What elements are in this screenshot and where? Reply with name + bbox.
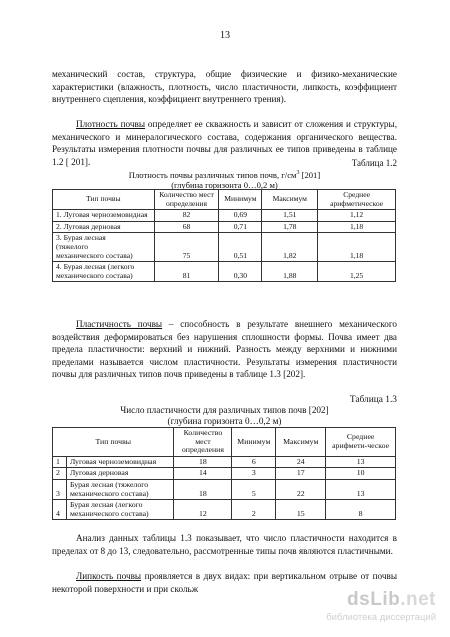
table-row [53,456,396,468]
header-min: Минимум [219,190,262,210]
cell-count: 81 [154,262,219,282]
paragraph-density-text: определяет ее скважность и зависит от сложения и структуры, механического и минералогического состава, содержания органического вещества. Результаты измерения плотности почвы для различных ее типов приведены в таблице 1.2 [ 201]. [52,119,397,167]
paragraph-analysis: Анализ данных таблицы 1.3 показывает, что число пластичности находится в пределах от 8 до 13, следовательно, рассмотренные типы почв являются пластичными. [52,533,397,556]
header-soil-type: Тип почвы [53,190,155,210]
table-row [53,500,396,520]
header-max: Максимум [276,428,326,457]
table-header-row [53,190,396,210]
table-1-2-caption [52,168,397,191]
table-row [53,262,396,282]
cell-min: 0,69 [219,210,262,222]
cell-soil-type: 2. Луговая дерновая [53,221,155,233]
caption-reference: [201] [299,169,321,180]
cell-count: 12 [174,500,232,520]
table-1-3-label: Таблица 1.3 [349,395,397,405]
watermark-subtitle: библиотека диссертаций [326,612,436,623]
table-row [53,468,396,480]
table-1-2-label: Таблица 1.2 [351,158,397,168]
cell-count: 14 [174,468,232,480]
cell-min: 0,51 [219,233,262,262]
cell-mean: 10 [326,468,396,480]
term-plasticity: Пластичность почвы [76,319,163,329]
cell-count: 18 [174,479,232,499]
table-header-row [53,428,396,457]
cell-soil-type: 3. Бурая лесная (тяжелого механического состава) [53,233,155,262]
cell-mean: 1,12 [318,210,396,222]
caption-text: Число пластичности для различных типов почв [202] [120,405,329,415]
cell-index: 1 [53,456,67,468]
header-count: Количество мест определения [154,190,219,210]
header-count: Количество мест определения [174,428,232,457]
cell-index: 2 [53,468,67,480]
cell-mean: 1,18 [318,221,396,233]
paragraph-plasticity-text: – способность в результате внешнего механического воздействия деформироваться без нарушения сплошности формы. Почва имеет два предела пластичности: верхний и нижний. Разность между верхними и нижними пределами называется числом пластичности. Результаты измерения пластичности почвы для различных типов почв приведены в таблице 1.3 [202]. [52,319,397,380]
cell-min: 3 [232,468,276,480]
cell-max: 15 [276,500,326,520]
caption-superscript: 3 [296,170,300,176]
table-row [53,210,396,222]
cell-index: 4 [53,500,67,520]
cell-mean: 1,18 [318,233,396,262]
header-mean: Среднее арифмети-ческое [326,428,396,457]
cell-mean: 8 [326,500,396,520]
cell-count: 18 [174,456,232,468]
cell-soil-type: Луговая черноземовидная [66,456,174,468]
caption-text: Плотность почвы различных типов почв, г/см [128,169,297,180]
term-density: Плотность почвы [76,119,146,129]
cell-max: 22 [276,479,326,499]
cell-mean: 13 [326,456,396,468]
page-number: 13 [220,30,230,41]
header-min: Минимум [232,428,276,457]
header-max: Максимум [262,190,318,210]
cell-soil-type: Бурая лесная (легкого механического состава) [66,500,174,520]
cell-max: 1,88 [262,262,318,282]
cell-soil-type: Луговая дерновая [66,468,174,480]
paragraph-plasticity [52,318,397,381]
table-row [53,233,396,262]
cell-count: 82 [154,210,219,222]
cell-soil-type: 1. Луговая черноземовидная [53,210,155,222]
header-soil-type: Тип почвы [53,428,174,457]
cell-mean: 13 [326,479,396,499]
cell-soil-type: 4. Бурая лесная (легкого механического состава) [53,262,155,282]
cell-mean: 1,25 [318,262,396,282]
cell-max: 17 [276,468,326,480]
caption-subtitle: (глубина горизонта 0…0,2 м) [167,416,282,426]
cell-count: 75 [154,233,219,262]
cell-min: 2 [232,500,276,520]
cell-min: 0,30 [219,262,262,282]
caption-subtitle: (глубина горизонта 0…0,2 м) [171,180,278,191]
watermark-logo [326,589,436,611]
cell-min: 6 [232,456,276,468]
cell-min: 0,71 [219,221,262,233]
cell-max: 24 [276,456,326,468]
cell-max: 1,51 [262,210,318,222]
header-mean: Среднее арифметическое [318,190,396,210]
table-1-3-caption [52,405,397,427]
paragraph-stickiness-text: проявляется в двух видах: при вертикальном отрыве от почвы некоторой поверхности и при скольж [52,571,397,594]
term-stickiness: Липкость почвы [76,571,142,581]
cell-max: 1,82 [262,233,318,262]
cell-count: 68 [154,221,219,233]
watermark-logo-tld: .net [400,589,436,610]
table-row [53,221,396,233]
paragraph-density [52,118,397,168]
watermark [326,589,436,623]
plasticity-table [52,427,396,520]
cell-index: 3 [53,479,67,499]
cell-max: 1,78 [262,221,318,233]
cell-min: 5 [232,479,276,499]
density-table [52,189,396,282]
table-row [53,479,396,499]
paragraph-intro: механический состав, структура, общие физические и физико-механические характеристики (влажность, плотность, число пластичности, липкость, коэффициент внутреннего сцепления, коэффициент внутреннего трения). [52,69,397,105]
cell-soil-type: Бурая лесная (тяжелого механического состава) [66,479,174,499]
watermark-logo-main: dsLib [347,589,401,610]
